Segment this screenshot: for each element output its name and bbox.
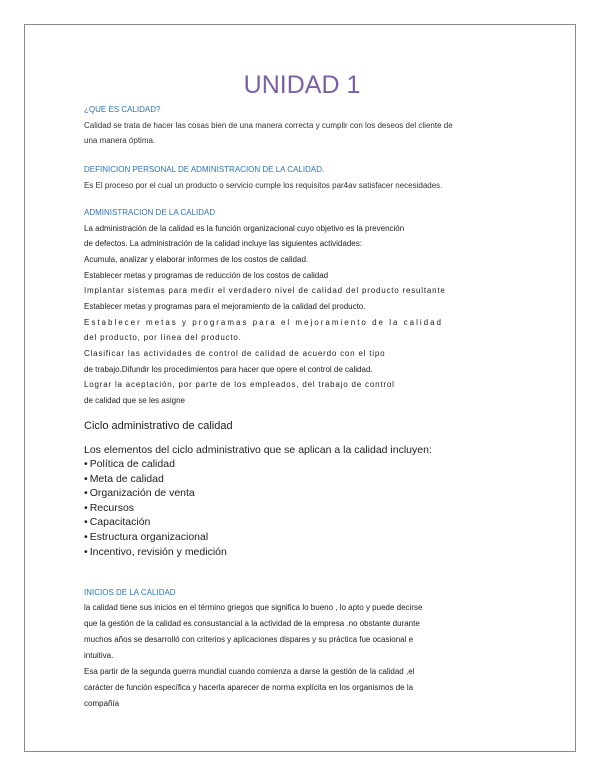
cycle-title: Ciclo administrativo de calidad: [84, 420, 233, 432]
bullet-icon: •: [84, 545, 88, 558]
section-heading-inicios: INICIOS DE LA CALIDAD: [84, 588, 176, 597]
cycle-list: [84, 457, 227, 559]
admin-line: Establecer metas y programas de reducción de los costos de calidad: [84, 271, 329, 280]
list-item: • Estructura organizacional: [84, 530, 209, 543]
admin-line: Lograr la aceptación, por parte de los empleados, del trabajo de control: [84, 380, 395, 389]
section-heading-definicion: DEFINICION PERSONAL DE ADMINISTRACION DE LA CALIDAD.: [84, 165, 325, 174]
section-text-line: una manera óptima.: [84, 136, 156, 145]
inicios-line: compañía: [84, 699, 120, 708]
admin-line: Acumula, analizar y elaborar informes de los costos de calidad.: [84, 255, 309, 264]
inicios-line: que la gestión de la calidad es consustancial a la actividad de la empresa .no obstante durante: [84, 619, 420, 628]
cycle-intro: Los elementos del ciclo administrativo que se aplican a la calidad incluyen:: [84, 444, 432, 456]
admin-line: de defectos. La administración de la calidad incluye las siguientes actividades:: [84, 239, 362, 248]
list-item: • Incentivo, revisión y medición: [84, 545, 227, 558]
bullet-icon: •: [84, 472, 88, 485]
section-text-line: Calidad se trata de hacer las cosas bien de una manera correcta y cumplir con los deseos del cliente de: [84, 121, 453, 130]
admin-line: La administración de la calidad es la función organizacional cuyo objetivo es la prevención: [84, 224, 405, 233]
inicios-line: intuitiva.: [84, 651, 114, 660]
bullet-icon: •: [84, 487, 88, 500]
section-heading-que-es-calidad: ¿QUE ES CALIDAD?: [84, 105, 161, 114]
bullet-icon: •: [84, 516, 88, 529]
list-item: • Política de calidad: [84, 458, 175, 470]
admin-line: del producto, por línea del producto.: [84, 333, 242, 342]
bullet-icon: •: [84, 501, 88, 514]
list-item: • Meta de calidad: [84, 472, 164, 485]
section-text: Es El proceso por el cual un producto o servicio cumple los requisitos par4av satisfacer necesidades.: [84, 181, 443, 190]
list-item: • Capacitación: [84, 516, 151, 529]
list-item: • Organización de venta: [84, 487, 195, 500]
bullet-icon: •: [84, 530, 88, 543]
admin-line: Establecer metas y programas para el mejoramiento de la calidad del producto.: [84, 302, 366, 311]
admin-line: de calidad que se les asigne: [84, 396, 185, 405]
inicios-line: la calidad tiene sus inicios en el término griegos que significa lo bueno , lo apto y puede decirse: [84, 603, 423, 612]
admin-line: Establecer metas y programas para el mejoramiento de la calidad: [84, 318, 444, 327]
admin-line: Implantar sistemas para medir el verdadero nivel de calidad del producto resultante: [84, 286, 446, 295]
list-item: • Recursos: [84, 501, 135, 514]
inicios-line: carácter de función específica y hacerla aparecer de norma explícita en los organismos de la: [84, 683, 414, 692]
admin-line: Clasificar las actividades de control de calidad de acuerdo con el tipo: [84, 349, 386, 358]
document-title: UNIDAD 1: [243, 71, 361, 99]
document-page: [24, 24, 576, 752]
inicios-line: Esa partir de la segunda guerra mundial cuando comienza a darse la gestión de la calidad ,el: [84, 667, 415, 676]
inicios-line: muchos años se desarrolló con criterios y aplicaciones dispares y su práctica fue ocasional e: [84, 635, 414, 644]
section-heading-administracion: ADMINISTRACION DE LA CALIDAD: [84, 208, 216, 217]
admin-line: de trabajo.Difundir los procedimientos para hacer que opere el control de calidad.: [84, 365, 373, 374]
bullet-icon: •: [84, 458, 88, 470]
